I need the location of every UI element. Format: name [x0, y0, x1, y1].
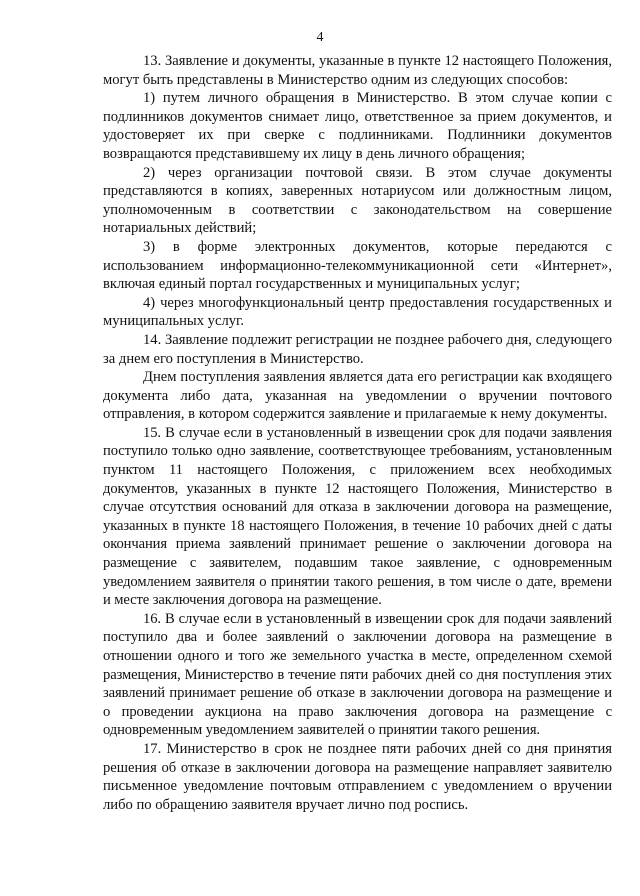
- page-number: 4: [316, 30, 324, 45]
- paragraph-16: 16. В случае если в установленный в извещении срок для подачи заявлений поступило два и более заявлений о заключении договора на размещение в отношении одного и того же земельного участка в месте, определенном схемой размещения, Министерство в течение пяти рабочих дней со дня поступления этих заявлений принимает решение об отказе в заключении договора на размещение и о проведении аукциона на право заключения договора на размещение с одновременным уведомлением заявителей о принятии такого решения.: [103, 610, 612, 739]
- paragraph-13-item-3: 3) в форме электронных документов, которые передаются с использованием информационно-телекоммуникационной сети «Интернет», включая единый портал государственных и муниципальных услуг;: [103, 238, 612, 293]
- paragraph-13-item-1: 1) путем личного обращения в Министерство. В этом случае копии с подлинников документов снимает лицо, ответственное за прием документов, и удостоверяет их при сверке с подлинниками. Подлинники документов возвращаются представившему их лицу в день личного обращения;: [103, 90, 612, 162]
- document-body: [103, 52, 612, 814]
- paragraph-13: 13. Заявление и документы, указанные в пункте 12 настоящего Положения, могут быть представлены в Министерство одним из следующих способов:: [103, 53, 612, 88]
- paragraph-17: 17. Министерство в срок не позднее пяти рабочих дней со дня принятия решения об отказе в заключении договора на размещение направляет заявителю письменное уведомление почтовым отправлением с уведомлением о вручении либо по обращению заявителя вручает лично под роспись.: [103, 740, 612, 813]
- paragraph-15: 15. В случае если в установленный в извещении срок для подачи заявления поступило только одно заявление, соответствующее требованиям, установленным пунктом 11 настоящего Положения, с приложением всех необходимых документов, указанных в пункте 12 настоящего Положения, Министерство в случае отсутствия оснований для отказа в заключении договора на размещение, указанных в пункте 18 настоящего Положения, в течение 10 рабочих дней с даты окончания приема заявлений принимает решение о заключении договора на размещение с заявителем, подавшим такое заявление, с одновременным уведомлением заявителя о принятии такого решения, в том числе о дате, времени и месте заключения договора на размещение.: [103, 424, 612, 609]
- paragraph-13-item-4: 4) через многофункциональный центр предоставления государственных и муниципальных услуг.: [103, 294, 612, 330]
- paragraph-14: 14. Заявление подлежит регистрации не позднее рабочего дня, следующего за днем его поступления в Министерство.: [103, 331, 612, 367]
- paragraph-14-receipt-date: Днем поступления заявления является дата его регистрации как входящего документа либо дата, указанная на уведомлении о вручении почтового отправления, в котором содержится заявление и прилагаемые к нему документы.: [103, 369, 612, 423]
- paragraph-13-item-2: 2) через организации почтовой связи. В этом случае документы представляются в копиях, заверенных нотариусом или должностным лицом, уполномоченным в соответствии с законодательством на совершение нотариальных действий;: [103, 164, 612, 237]
